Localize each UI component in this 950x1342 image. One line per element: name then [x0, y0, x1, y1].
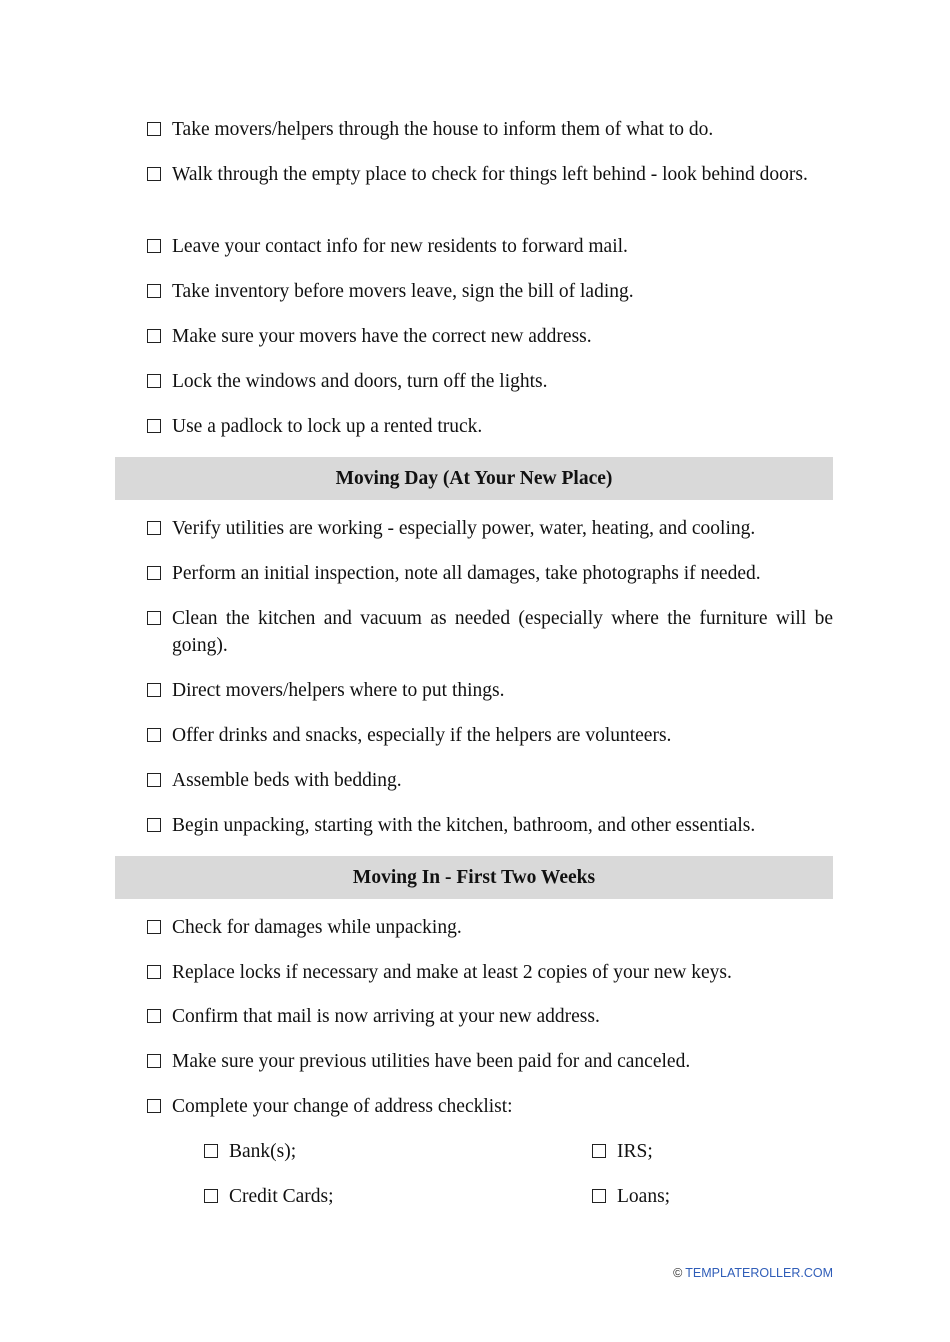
checkbox[interactable]	[147, 284, 161, 298]
checkbox[interactable]	[147, 965, 161, 979]
checklist-item	[147, 812, 833, 839]
checklist-item-text: Take movers/helpers through the house to inform them of what to do.	[172, 119, 714, 140]
checklist-item-text: Begin unpacking, starting with the kitchen, bathroom, and other essentials.	[172, 815, 756, 836]
checklist-item-text: Direct movers/helpers where to put things.	[172, 680, 505, 701]
checklist-item-text: Replace locks if necessary and make at least 2 copies of your new keys.	[172, 962, 732, 983]
checklist-item	[147, 278, 833, 305]
checkbox[interactable]	[592, 1144, 606, 1158]
checklist-item	[147, 767, 833, 794]
checkbox[interactable]	[147, 1009, 161, 1023]
checklist-item	[147, 368, 833, 395]
checklist-item	[147, 1003, 833, 1030]
checkbox[interactable]	[147, 167, 161, 181]
copyright-symbol: ©	[673, 1266, 683, 1280]
checkbox[interactable]	[204, 1189, 218, 1203]
checkbox[interactable]	[147, 728, 161, 742]
sub-checklist-item-credit-cards	[204, 1183, 544, 1210]
checklist-item-text: Assemble beds with bedding.	[172, 770, 402, 791]
checklist-item	[147, 722, 833, 749]
checklist-item-text: Clean the kitchen and vacuum as needed (especially where the furniture will be going).	[172, 608, 833, 656]
checklist-item	[147, 560, 833, 587]
checklist-item-text: Lock the windows and doors, turn off the lights.	[172, 371, 548, 392]
checklist-item	[147, 1048, 833, 1075]
checkbox[interactable]	[147, 1099, 161, 1113]
checkbox[interactable]	[147, 329, 161, 343]
section-header-first-weeks: Moving In - First Two Weeks	[115, 856, 833, 899]
checkbox[interactable]	[147, 374, 161, 388]
sub-checklist-item-bank	[204, 1138, 544, 1165]
checklist-item-text: Offer drinks and snacks, especially if the helpers are volunteers.	[172, 725, 672, 746]
checklist-item	[147, 677, 833, 704]
checkbox[interactable]	[147, 611, 161, 625]
checkbox[interactable]	[592, 1189, 606, 1203]
sub-checklist-item-text: Loans;	[617, 1186, 671, 1207]
checkbox[interactable]	[147, 773, 161, 787]
checklist-item	[147, 161, 833, 188]
checklist-item	[147, 515, 833, 542]
checklist-item	[147, 605, 833, 659]
checklist-item	[147, 116, 833, 143]
checklist-item-text: Take inventory before movers leave, sign the bill of lading.	[172, 281, 634, 302]
checklist-item	[147, 323, 833, 350]
checklist-item-text: Walk through the empty place to check for things left behind - look behind doors.	[172, 164, 808, 185]
footer-credit	[673, 1266, 833, 1280]
footer-link[interactable]: TEMPLATEROLLER.COM	[685, 1266, 833, 1280]
checklist-item-text: Use a padlock to lock up a rented truck.	[172, 416, 483, 437]
checklist-item-text: Verify utilities are working - especially power, water, heating, and cooling.	[172, 518, 756, 539]
checklist-item-text: Complete your change of address checklist:	[172, 1096, 513, 1117]
checklist-item-text: Perform an initial inspection, note all damages, take photographs if needed.	[172, 563, 761, 584]
sub-checklist-item-text: Bank(s);	[229, 1141, 297, 1162]
checklist-item-text: Make sure your movers have the correct new address.	[172, 326, 592, 347]
sub-checklist-item-text: IRS;	[617, 1141, 653, 1162]
checkbox[interactable]	[147, 239, 161, 253]
checklist-item	[147, 413, 833, 440]
sub-checklist-item-irs	[592, 1138, 832, 1165]
checklist-item	[147, 233, 833, 260]
checkbox[interactable]	[147, 566, 161, 580]
checkbox[interactable]	[147, 1054, 161, 1068]
checklist-item	[147, 959, 833, 986]
sub-checklist-item-text: Credit Cards;	[229, 1186, 334, 1207]
checkbox[interactable]	[147, 683, 161, 697]
checkbox[interactable]	[147, 419, 161, 433]
sub-checklist-item-loans	[592, 1183, 832, 1210]
section-header-new-place: Moving Day (At Your New Place)	[115, 457, 833, 500]
checkbox[interactable]	[147, 521, 161, 535]
checklist-item-text: Make sure your previous utilities have been paid for and canceled.	[172, 1051, 691, 1072]
checkbox[interactable]	[147, 920, 161, 934]
checklist-item-text: Check for damages while unpacking.	[172, 917, 462, 938]
checklist-item	[147, 914, 833, 941]
checkbox[interactable]	[204, 1144, 218, 1158]
checklist-item-text: Leave your contact info for new residents to forward mail.	[172, 236, 628, 257]
checkbox[interactable]	[147, 818, 161, 832]
checkbox[interactable]	[147, 122, 161, 136]
checklist-item	[147, 1093, 833, 1120]
checklist-item-text: Confirm that mail is now arriving at your new address.	[172, 1006, 600, 1027]
